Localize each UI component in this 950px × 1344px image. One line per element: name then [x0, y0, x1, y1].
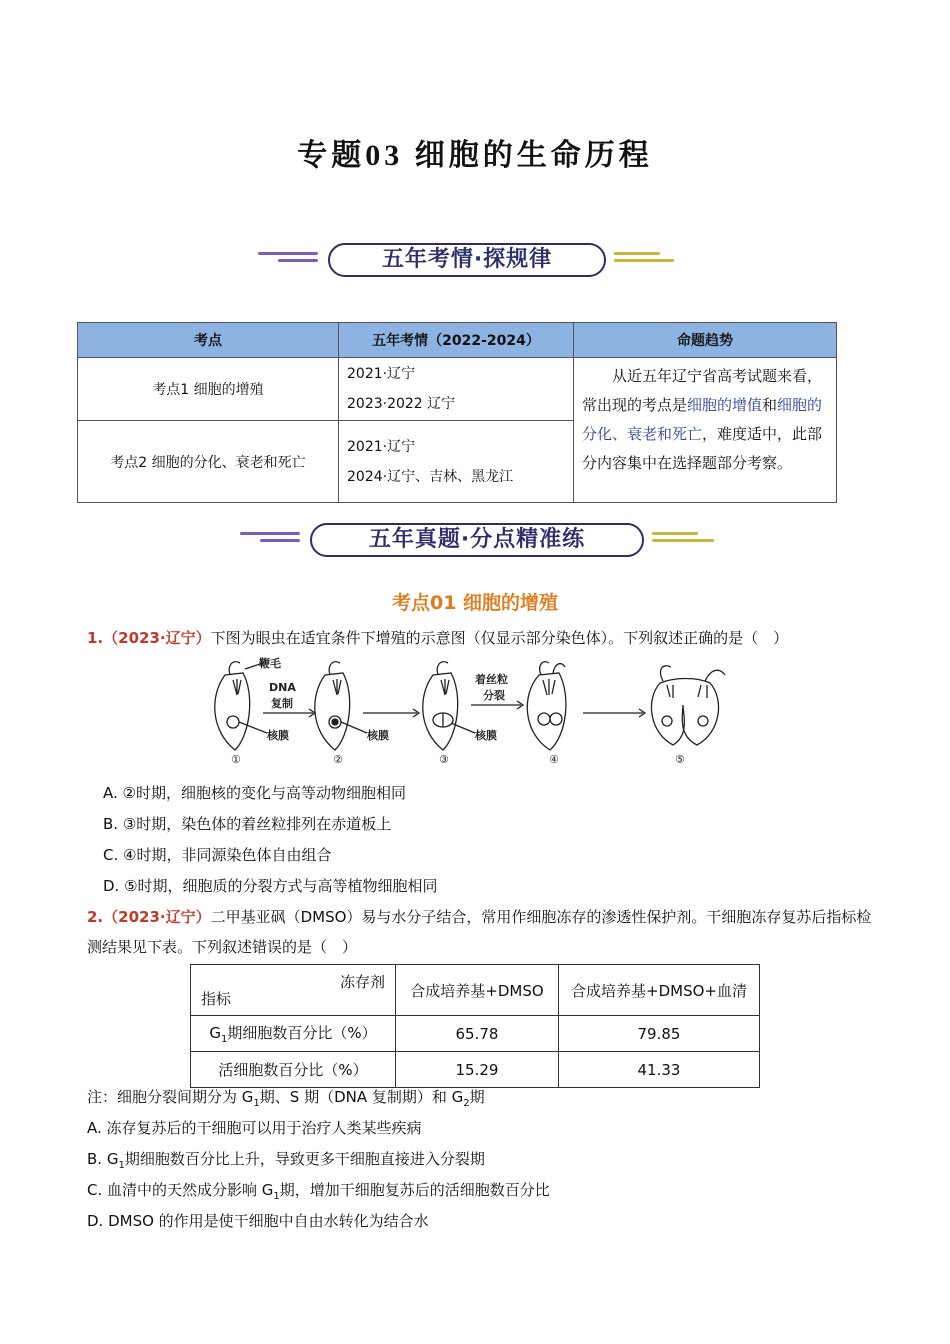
banner-label: 五年真题·分点精准练 [310, 523, 644, 557]
label-dna: DNA [269, 681, 296, 694]
table-cell: 79.85 [559, 1016, 760, 1052]
cell-stage-2 [315, 662, 367, 750]
table-header: 五年考情（2022-2024） [339, 323, 574, 358]
question-source: （2023·辽宁） [103, 629, 211, 647]
banner-deco-right [614, 252, 660, 255]
corner-top-label: 冻存剂 [339, 973, 385, 991]
option-text: C. 血清中的天然成分影响 G [87, 1181, 274, 1199]
question-number: 1. [87, 629, 104, 647]
trend-cell [574, 358, 837, 503]
banner-real-questions [0, 520, 950, 564]
stage-label: ⑤ [675, 753, 685, 766]
row-label [191, 1016, 396, 1052]
table-header: 考点 [78, 323, 339, 358]
year-line: 2024·辽宁、吉林、黑龙江 [347, 468, 514, 485]
table-cell: 15.29 [396, 1052, 559, 1088]
banner-exam-trends [0, 240, 950, 284]
banner-deco-right [652, 532, 698, 535]
topic-cell: 考点1 细胞的增殖 [78, 358, 339, 421]
option-text: 期细胞数百分比上升，导致更多干细胞直接进入分裂期 [124, 1150, 485, 1168]
page-title: 专题03 细胞的生命历程 [297, 139, 653, 172]
euglena-division-figure [205, 655, 750, 770]
cell-stage-5 [651, 666, 725, 745]
question-1-stem [87, 623, 877, 653]
cell-stage-4 [527, 662, 566, 750]
row-label [191, 1052, 396, 1088]
label-centromere: 着丝粒 [475, 673, 508, 686]
row-label-text: 期细胞数百分比（%） [227, 1024, 377, 1042]
banner-deco-left [260, 539, 300, 542]
row-label-sub: 1 [220, 1034, 228, 1045]
year-line: 2023·2022 辽宁 [347, 396, 456, 412]
option-c[interactable] [87, 1179, 550, 1202]
label-membrane: 核膜 [267, 729, 289, 742]
question-2-stem [87, 902, 877, 962]
label-membrane: 核膜 [367, 729, 389, 742]
year-line: 2021·辽宁 [347, 366, 416, 382]
table-corner-cell [191, 965, 396, 1016]
trend-text: 从近五年辽宁省高考试题来看，常出现的考点是 [582, 367, 823, 414]
exam-trend-table [77, 322, 837, 503]
note-sub: 1 [253, 1098, 260, 1109]
banner-deco-left [258, 252, 318, 255]
label-membrane: 核膜 [475, 729, 497, 742]
option-text: B. G [87, 1150, 119, 1168]
table-header: 命题趋势 [574, 323, 837, 358]
years-cell [339, 421, 574, 503]
row-label-text: G [209, 1024, 221, 1042]
note-text: 注：细胞分裂间期分为 G [87, 1088, 254, 1106]
table-col-header: 合成培养基+DMSO [396, 965, 559, 1016]
trend-highlight: 细胞的分化、衰老和死亡 [582, 396, 823, 443]
label-split: 分裂 [483, 689, 505, 702]
table-col-header: 合成培养基+DMSO+血清 [559, 965, 760, 1016]
option-b[interactable]: B. ③时期，染色体的着丝粒排列在赤道板上 [103, 815, 392, 833]
option-a[interactable]: A. 冻存复苏后的干细胞可以用于治疗人类某些疾病 [87, 1119, 422, 1137]
option-d[interactable]: D. ⑤时期，细胞质的分裂方式与高等植物细胞相同 [103, 877, 438, 895]
banner-deco-right [652, 539, 714, 542]
banner-deco-left [240, 532, 300, 535]
stage-label: ② [333, 753, 343, 766]
banner-label: 五年考情·探规律 [328, 243, 606, 277]
trend-text: ，难度适中，此部分内容集中在选择题部分考察。 [582, 425, 823, 472]
table-cell: 65.78 [396, 1016, 559, 1052]
label-flagellum: 鞭毛 [259, 657, 281, 670]
table-cell: 41.33 [559, 1052, 760, 1088]
note-sub: 2 [463, 1098, 470, 1109]
option-a[interactable]: A. ②时期，细胞核的变化与高等动物细胞相同 [103, 784, 406, 802]
year-line: 2021·辽宁 [347, 438, 416, 455]
corner-bottom-label: 指标 [201, 990, 232, 1008]
question-text: 二甲基亚砜（DMSO）易与水分子结合，常用作细胞冻存的渗透性保护剂。干细胞冻存复苏后指标检测结果见下表。下列叙述错误的是（ ） [87, 908, 872, 956]
question-source: （2023·辽宁） [103, 908, 211, 926]
banner-deco-left [278, 259, 318, 262]
table-note [87, 1086, 485, 1109]
stage-label: ③ [439, 753, 449, 766]
trend-highlight: 细胞的增值 [687, 396, 763, 414]
option-sub: 1 [118, 1160, 125, 1171]
trend-text: 和 [762, 396, 778, 414]
years-cell [339, 358, 574, 421]
question-text: 下图为眼虫在适宜条件下增殖的示意图（仅显示部分染色体）。下列叙述正确的是（ ） [210, 629, 789, 647]
option-text: 期，增加干细胞复苏后的活细胞数百分比 [279, 1181, 550, 1199]
stage-label: ① [231, 753, 241, 766]
row-label-text: 活细胞数百分比（%） [218, 1061, 368, 1079]
label-copy: 复制 [271, 697, 293, 710]
note-text: 期、S 期（DNA 复制期）和 G [259, 1088, 464, 1106]
option-c[interactable]: C. ④时期，非同源染色体自由组合 [103, 846, 332, 864]
topic-cell: 考点2 细胞的分化、衰老和死亡 [78, 421, 339, 503]
section-heading: 考点01 细胞的增殖 [391, 592, 559, 614]
stage-label: ④ [549, 753, 559, 766]
option-d[interactable]: D. DMSO 的作用是使干细胞中自由水转化为结合水 [87, 1212, 429, 1230]
option-b[interactable] [87, 1148, 485, 1171]
note-text: 期 [469, 1088, 485, 1106]
banner-deco-right [614, 259, 674, 262]
option-sub: 1 [273, 1191, 280, 1202]
cell-stage-1 [215, 662, 267, 750]
cryopreservation-table [190, 964, 760, 1088]
question-number: 2. [87, 908, 104, 926]
cell-stage-3 [423, 662, 475, 750]
